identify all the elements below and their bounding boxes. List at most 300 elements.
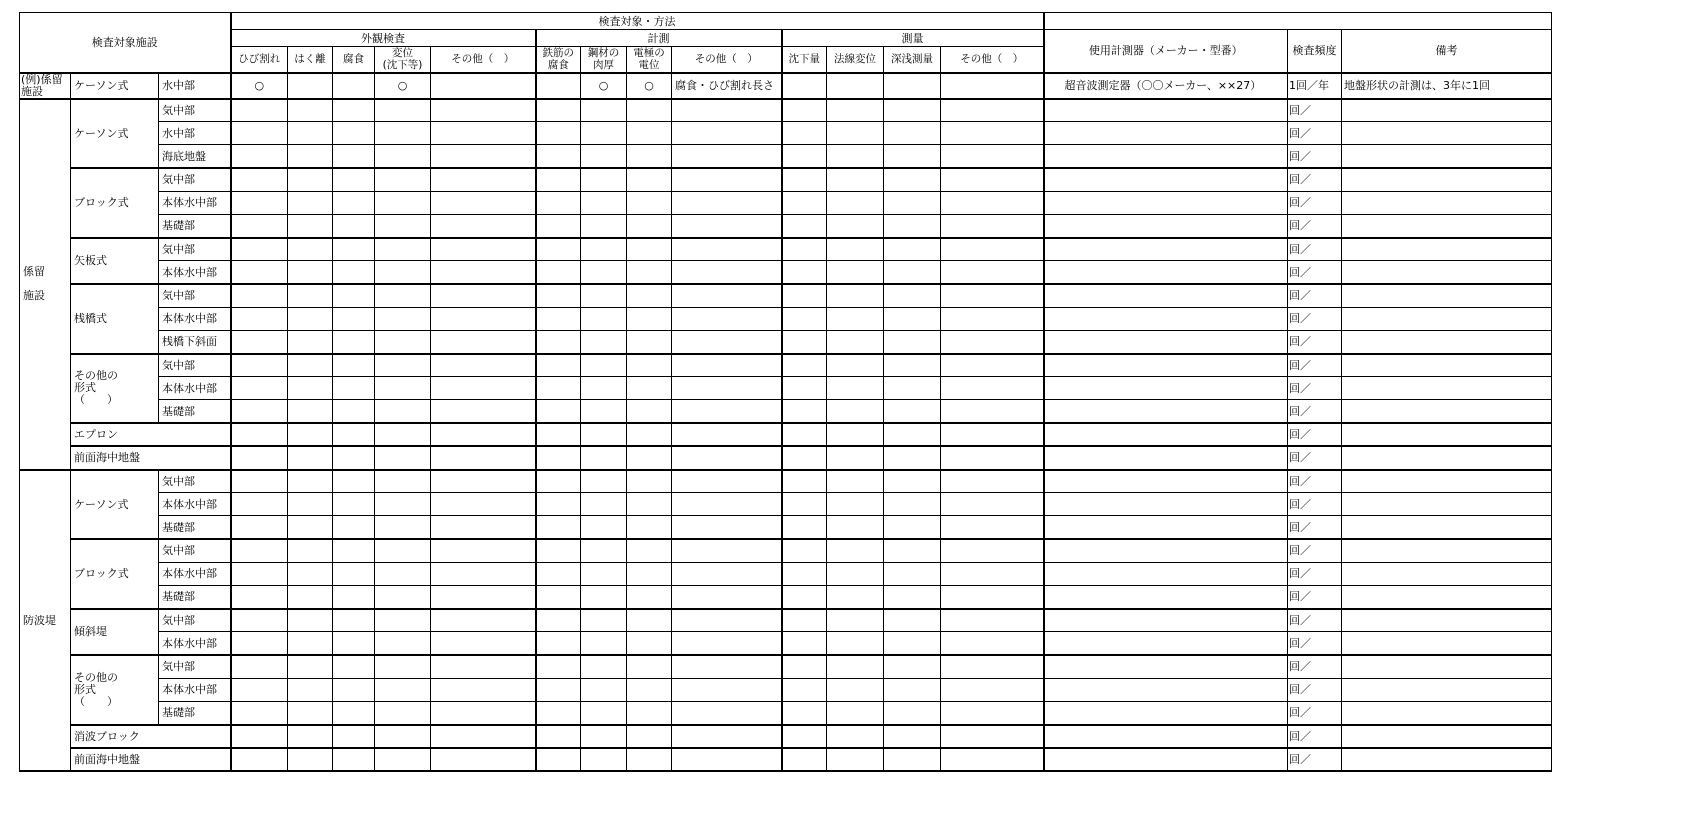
remarks-cell[interactable] bbox=[1342, 539, 1552, 562]
data-cell[interactable] bbox=[431, 562, 536, 585]
data-cell[interactable] bbox=[581, 307, 627, 330]
remarks-cell[interactable] bbox=[1342, 214, 1552, 237]
data-cell[interactable] bbox=[536, 122, 581, 145]
data-cell[interactable] bbox=[827, 238, 884, 261]
data-cell[interactable] bbox=[431, 585, 536, 608]
frequency-cell[interactable]: 回／ bbox=[1288, 307, 1342, 330]
data-cell[interactable] bbox=[333, 377, 375, 400]
data-cell[interactable] bbox=[431, 493, 536, 516]
data-cell[interactable] bbox=[581, 423, 627, 446]
instrument-cell[interactable] bbox=[1044, 470, 1288, 493]
frequency-cell[interactable]: 回／ bbox=[1288, 238, 1342, 261]
data-cell[interactable] bbox=[536, 609, 581, 632]
data-cell[interactable] bbox=[431, 678, 536, 701]
instrument-cell[interactable] bbox=[1044, 725, 1288, 748]
frequency-cell[interactable]: 回／ bbox=[1288, 539, 1342, 562]
data-cell[interactable] bbox=[941, 516, 1044, 539]
data-cell[interactable] bbox=[333, 585, 375, 608]
data-cell[interactable] bbox=[333, 516, 375, 539]
data-cell[interactable] bbox=[231, 168, 288, 191]
data-cell[interactable] bbox=[672, 191, 782, 214]
data-cell[interactable] bbox=[627, 423, 672, 446]
data-cell[interactable] bbox=[333, 122, 375, 145]
data-cell[interactable] bbox=[627, 585, 672, 608]
data-cell[interactable] bbox=[627, 655, 672, 678]
data-cell[interactable] bbox=[827, 493, 884, 516]
data-cell[interactable] bbox=[627, 632, 672, 655]
data-cell[interactable] bbox=[431, 99, 536, 122]
data-cell[interactable] bbox=[375, 145, 431, 168]
data-cell[interactable] bbox=[536, 214, 581, 237]
frequency-cell[interactable]: 回／ bbox=[1288, 701, 1342, 724]
data-cell[interactable] bbox=[884, 354, 941, 377]
data-cell[interactable] bbox=[627, 377, 672, 400]
data-cell[interactable] bbox=[941, 562, 1044, 585]
data-cell[interactable] bbox=[782, 725, 827, 748]
data-cell[interactable] bbox=[288, 191, 333, 214]
data-cell[interactable] bbox=[581, 655, 627, 678]
data-cell[interactable] bbox=[782, 562, 827, 585]
data-cell[interactable] bbox=[536, 377, 581, 400]
remarks-cell[interactable] bbox=[1342, 354, 1552, 377]
data-cell[interactable] bbox=[884, 632, 941, 655]
data-cell[interactable] bbox=[627, 678, 672, 701]
frequency-cell[interactable]: 回／ bbox=[1288, 493, 1342, 516]
example-cell[interactable] bbox=[941, 73, 1044, 99]
instrument-cell[interactable] bbox=[1044, 377, 1288, 400]
frequency-cell[interactable]: 回／ bbox=[1288, 284, 1342, 307]
data-cell[interactable] bbox=[231, 307, 288, 330]
data-cell[interactable] bbox=[827, 168, 884, 191]
data-cell[interactable] bbox=[884, 655, 941, 678]
data-cell[interactable] bbox=[884, 748, 941, 771]
data-cell[interactable] bbox=[672, 609, 782, 632]
data-cell[interactable] bbox=[827, 470, 884, 493]
instrument-cell[interactable] bbox=[1044, 562, 1288, 585]
data-cell[interactable] bbox=[941, 168, 1044, 191]
data-cell[interactable] bbox=[333, 145, 375, 168]
data-cell[interactable] bbox=[672, 655, 782, 678]
data-cell[interactable] bbox=[375, 191, 431, 214]
data-cell[interactable] bbox=[536, 400, 581, 423]
data-cell[interactable] bbox=[672, 145, 782, 168]
data-cell[interactable] bbox=[536, 330, 581, 353]
frequency-cell[interactable]: 回／ bbox=[1288, 191, 1342, 214]
data-cell[interactable] bbox=[581, 539, 627, 562]
data-cell[interactable] bbox=[884, 122, 941, 145]
instrument-cell[interactable] bbox=[1044, 122, 1288, 145]
data-cell[interactable] bbox=[884, 678, 941, 701]
data-cell[interactable] bbox=[288, 470, 333, 493]
data-cell[interactable] bbox=[288, 400, 333, 423]
data-cell[interactable] bbox=[231, 238, 288, 261]
data-cell[interactable] bbox=[375, 423, 431, 446]
data-cell[interactable] bbox=[627, 470, 672, 493]
data-cell[interactable] bbox=[536, 145, 581, 168]
data-cell[interactable] bbox=[333, 493, 375, 516]
data-cell[interactable] bbox=[333, 539, 375, 562]
data-cell[interactable] bbox=[231, 516, 288, 539]
data-cell[interactable] bbox=[431, 354, 536, 377]
data-cell[interactable] bbox=[827, 261, 884, 284]
data-cell[interactable] bbox=[431, 330, 536, 353]
data-cell[interactable] bbox=[627, 307, 672, 330]
instrument-cell[interactable] bbox=[1044, 539, 1288, 562]
frequency-cell[interactable]: 回／ bbox=[1288, 632, 1342, 655]
data-cell[interactable] bbox=[288, 516, 333, 539]
data-cell[interactable] bbox=[431, 539, 536, 562]
data-cell[interactable] bbox=[375, 609, 431, 632]
data-cell[interactable] bbox=[884, 191, 941, 214]
data-cell[interactable] bbox=[827, 609, 884, 632]
data-cell[interactable] bbox=[827, 655, 884, 678]
data-cell[interactable] bbox=[672, 330, 782, 353]
data-cell[interactable] bbox=[375, 470, 431, 493]
data-cell[interactable] bbox=[672, 748, 782, 771]
data-cell[interactable] bbox=[375, 330, 431, 353]
data-cell[interactable] bbox=[581, 470, 627, 493]
instrument-cell[interactable] bbox=[1044, 632, 1288, 655]
data-cell[interactable] bbox=[231, 400, 288, 423]
data-cell[interactable] bbox=[431, 423, 536, 446]
data-cell[interactable] bbox=[231, 585, 288, 608]
data-cell[interactable] bbox=[941, 238, 1044, 261]
data-cell[interactable] bbox=[536, 516, 581, 539]
data-cell[interactable] bbox=[431, 725, 536, 748]
data-cell[interactable] bbox=[231, 330, 288, 353]
data-cell[interactable] bbox=[884, 423, 941, 446]
remarks-cell[interactable] bbox=[1342, 632, 1552, 655]
data-cell[interactable] bbox=[884, 701, 941, 724]
remarks-cell[interactable] bbox=[1342, 678, 1552, 701]
data-cell[interactable] bbox=[333, 678, 375, 701]
data-cell[interactable] bbox=[231, 99, 288, 122]
instrument-cell[interactable] bbox=[1044, 701, 1288, 724]
data-cell[interactable] bbox=[672, 678, 782, 701]
data-cell[interactable] bbox=[884, 446, 941, 469]
data-cell[interactable] bbox=[536, 307, 581, 330]
example-cell[interactable] bbox=[782, 73, 827, 99]
data-cell[interactable] bbox=[581, 725, 627, 748]
remarks-cell[interactable] bbox=[1342, 284, 1552, 307]
data-cell[interactable] bbox=[333, 725, 375, 748]
frequency-cell[interactable]: 回／ bbox=[1288, 261, 1342, 284]
data-cell[interactable] bbox=[288, 423, 333, 446]
data-cell[interactable] bbox=[782, 168, 827, 191]
data-cell[interactable] bbox=[333, 168, 375, 191]
data-cell[interactable] bbox=[536, 446, 581, 469]
frequency-cell[interactable]: 回／ bbox=[1288, 99, 1342, 122]
remarks-cell[interactable] bbox=[1342, 516, 1552, 539]
instrument-cell[interactable] bbox=[1044, 493, 1288, 516]
data-cell[interactable] bbox=[782, 99, 827, 122]
data-cell[interactable] bbox=[431, 609, 536, 632]
data-cell[interactable] bbox=[884, 470, 941, 493]
data-cell[interactable] bbox=[288, 168, 333, 191]
data-cell[interactable] bbox=[884, 562, 941, 585]
data-cell[interactable] bbox=[941, 609, 1044, 632]
data-cell[interactable] bbox=[581, 214, 627, 237]
data-cell[interactable] bbox=[782, 354, 827, 377]
data-cell[interactable] bbox=[941, 748, 1044, 771]
data-cell[interactable] bbox=[827, 214, 884, 237]
frequency-cell[interactable]: 回／ bbox=[1288, 377, 1342, 400]
data-cell[interactable] bbox=[375, 493, 431, 516]
remarks-cell[interactable] bbox=[1342, 145, 1552, 168]
data-cell[interactable] bbox=[581, 168, 627, 191]
remarks-cell[interactable] bbox=[1342, 470, 1552, 493]
data-cell[interactable] bbox=[536, 354, 581, 377]
data-cell[interactable] bbox=[375, 748, 431, 771]
data-cell[interactable] bbox=[581, 632, 627, 655]
data-cell[interactable] bbox=[782, 307, 827, 330]
data-cell[interactable] bbox=[375, 99, 431, 122]
data-cell[interactable] bbox=[941, 470, 1044, 493]
data-cell[interactable] bbox=[333, 609, 375, 632]
data-cell[interactable] bbox=[581, 678, 627, 701]
data-cell[interactable] bbox=[827, 400, 884, 423]
data-cell[interactable] bbox=[536, 168, 581, 191]
data-cell[interactable] bbox=[827, 748, 884, 771]
data-cell[interactable] bbox=[672, 423, 782, 446]
data-cell[interactable] bbox=[333, 655, 375, 678]
data-cell[interactable] bbox=[231, 701, 288, 724]
data-cell[interactable] bbox=[231, 655, 288, 678]
data-cell[interactable] bbox=[536, 725, 581, 748]
data-cell[interactable] bbox=[536, 701, 581, 724]
data-cell[interactable] bbox=[782, 122, 827, 145]
data-cell[interactable] bbox=[375, 400, 431, 423]
data-cell[interactable] bbox=[581, 145, 627, 168]
example-steel-mark[interactable]: ○ bbox=[581, 73, 627, 99]
data-cell[interactable] bbox=[288, 562, 333, 585]
data-cell[interactable] bbox=[288, 145, 333, 168]
data-cell[interactable] bbox=[827, 539, 884, 562]
data-cell[interactable] bbox=[375, 284, 431, 307]
data-cell[interactable] bbox=[288, 307, 333, 330]
data-cell[interactable] bbox=[581, 562, 627, 585]
data-cell[interactable] bbox=[782, 238, 827, 261]
data-cell[interactable] bbox=[431, 307, 536, 330]
instrument-cell[interactable] bbox=[1044, 191, 1288, 214]
frequency-cell[interactable]: 回／ bbox=[1288, 423, 1342, 446]
data-cell[interactable] bbox=[827, 562, 884, 585]
data-cell[interactable] bbox=[827, 632, 884, 655]
frequency-cell[interactable]: 回／ bbox=[1288, 145, 1342, 168]
data-cell[interactable] bbox=[627, 122, 672, 145]
example-cell[interactable] bbox=[536, 73, 581, 99]
data-cell[interactable] bbox=[581, 238, 627, 261]
data-cell[interactable] bbox=[431, 122, 536, 145]
data-cell[interactable] bbox=[431, 377, 536, 400]
data-cell[interactable] bbox=[627, 330, 672, 353]
data-cell[interactable] bbox=[827, 99, 884, 122]
frequency-cell[interactable]: 回／ bbox=[1288, 609, 1342, 632]
data-cell[interactable] bbox=[288, 377, 333, 400]
data-cell[interactable] bbox=[884, 539, 941, 562]
remarks-cell[interactable] bbox=[1342, 238, 1552, 261]
data-cell[interactable] bbox=[581, 377, 627, 400]
data-cell[interactable] bbox=[627, 99, 672, 122]
example-cell[interactable] bbox=[333, 73, 375, 99]
data-cell[interactable] bbox=[827, 701, 884, 724]
data-cell[interactable] bbox=[627, 748, 672, 771]
data-cell[interactable] bbox=[782, 493, 827, 516]
data-cell[interactable] bbox=[536, 284, 581, 307]
data-cell[interactable] bbox=[581, 122, 627, 145]
example-cell[interactable] bbox=[827, 73, 884, 99]
instrument-cell[interactable] bbox=[1044, 214, 1288, 237]
data-cell[interactable] bbox=[536, 470, 581, 493]
data-cell[interactable] bbox=[288, 632, 333, 655]
data-cell[interactable] bbox=[627, 191, 672, 214]
data-cell[interactable] bbox=[231, 562, 288, 585]
frequency-cell[interactable]: 回／ bbox=[1288, 400, 1342, 423]
data-cell[interactable] bbox=[627, 609, 672, 632]
data-cell[interactable] bbox=[581, 493, 627, 516]
example-frequency[interactable]: 1回／年 bbox=[1288, 73, 1342, 99]
data-cell[interactable] bbox=[536, 238, 581, 261]
data-cell[interactable] bbox=[288, 678, 333, 701]
data-cell[interactable] bbox=[782, 423, 827, 446]
data-cell[interactable] bbox=[536, 655, 581, 678]
data-cell[interactable] bbox=[431, 168, 536, 191]
data-cell[interactable] bbox=[884, 307, 941, 330]
example-crack-mark[interactable]: ○ bbox=[231, 73, 288, 99]
example-electrode-mark[interactable]: ○ bbox=[627, 73, 672, 99]
data-cell[interactable] bbox=[333, 470, 375, 493]
data-cell[interactable] bbox=[782, 284, 827, 307]
example-instrument[interactable]: 超音波測定器（〇〇メーカー、××27） bbox=[1044, 73, 1288, 99]
instrument-cell[interactable] bbox=[1044, 585, 1288, 608]
data-cell[interactable] bbox=[581, 585, 627, 608]
data-cell[interactable] bbox=[288, 701, 333, 724]
data-cell[interactable] bbox=[231, 725, 288, 748]
remarks-cell[interactable] bbox=[1342, 446, 1552, 469]
data-cell[interactable] bbox=[827, 307, 884, 330]
data-cell[interactable] bbox=[288, 446, 333, 469]
data-cell[interactable] bbox=[884, 145, 941, 168]
data-cell[interactable] bbox=[884, 214, 941, 237]
data-cell[interactable] bbox=[672, 446, 782, 469]
data-cell[interactable] bbox=[375, 168, 431, 191]
frequency-cell[interactable]: 回／ bbox=[1288, 678, 1342, 701]
data-cell[interactable] bbox=[941, 214, 1044, 237]
data-cell[interactable] bbox=[941, 354, 1044, 377]
data-cell[interactable] bbox=[627, 446, 672, 469]
data-cell[interactable] bbox=[231, 214, 288, 237]
data-cell[interactable] bbox=[672, 562, 782, 585]
data-cell[interactable] bbox=[782, 261, 827, 284]
data-cell[interactable] bbox=[884, 377, 941, 400]
data-cell[interactable] bbox=[536, 261, 581, 284]
data-cell[interactable] bbox=[672, 400, 782, 423]
data-cell[interactable] bbox=[231, 122, 288, 145]
data-cell[interactable] bbox=[672, 470, 782, 493]
data-cell[interactable] bbox=[375, 122, 431, 145]
data-cell[interactable] bbox=[827, 191, 884, 214]
remarks-cell[interactable] bbox=[1342, 168, 1552, 191]
data-cell[interactable] bbox=[782, 145, 827, 168]
data-cell[interactable] bbox=[672, 539, 782, 562]
data-cell[interactable] bbox=[231, 678, 288, 701]
remarks-cell[interactable] bbox=[1342, 191, 1552, 214]
data-cell[interactable] bbox=[431, 632, 536, 655]
example-displacement-mark[interactable]: ○ bbox=[375, 73, 431, 99]
instrument-cell[interactable] bbox=[1044, 238, 1288, 261]
instrument-cell[interactable] bbox=[1044, 330, 1288, 353]
data-cell[interactable] bbox=[884, 609, 941, 632]
data-cell[interactable] bbox=[827, 377, 884, 400]
data-cell[interactable] bbox=[941, 725, 1044, 748]
data-cell[interactable] bbox=[288, 354, 333, 377]
instrument-cell[interactable] bbox=[1044, 261, 1288, 284]
data-cell[interactable] bbox=[333, 701, 375, 724]
data-cell[interactable] bbox=[333, 400, 375, 423]
data-cell[interactable] bbox=[231, 470, 288, 493]
data-cell[interactable] bbox=[375, 632, 431, 655]
data-cell[interactable] bbox=[672, 632, 782, 655]
data-cell[interactable] bbox=[941, 307, 1044, 330]
data-cell[interactable] bbox=[288, 214, 333, 237]
frequency-cell[interactable]: 回／ bbox=[1288, 725, 1342, 748]
data-cell[interactable] bbox=[431, 400, 536, 423]
data-cell[interactable] bbox=[431, 701, 536, 724]
data-cell[interactable] bbox=[375, 261, 431, 284]
data-cell[interactable] bbox=[536, 585, 581, 608]
data-cell[interactable] bbox=[672, 214, 782, 237]
data-cell[interactable] bbox=[782, 191, 827, 214]
data-cell[interactable] bbox=[375, 701, 431, 724]
data-cell[interactable] bbox=[941, 284, 1044, 307]
data-cell[interactable] bbox=[782, 330, 827, 353]
data-cell[interactable] bbox=[581, 446, 627, 469]
data-cell[interactable] bbox=[827, 725, 884, 748]
data-cell[interactable] bbox=[782, 377, 827, 400]
data-cell[interactable] bbox=[231, 609, 288, 632]
data-cell[interactable] bbox=[333, 191, 375, 214]
data-cell[interactable] bbox=[333, 284, 375, 307]
data-cell[interactable] bbox=[884, 261, 941, 284]
data-cell[interactable] bbox=[782, 655, 827, 678]
remarks-cell[interactable] bbox=[1342, 99, 1552, 122]
frequency-cell[interactable]: 回／ bbox=[1288, 168, 1342, 191]
data-cell[interactable] bbox=[941, 99, 1044, 122]
data-cell[interactable] bbox=[827, 284, 884, 307]
data-cell[interactable] bbox=[431, 145, 536, 168]
data-cell[interactable] bbox=[627, 354, 672, 377]
data-cell[interactable] bbox=[884, 330, 941, 353]
data-cell[interactable] bbox=[375, 214, 431, 237]
data-cell[interactable] bbox=[782, 214, 827, 237]
data-cell[interactable] bbox=[288, 655, 333, 678]
data-cell[interactable] bbox=[672, 284, 782, 307]
data-cell[interactable] bbox=[581, 191, 627, 214]
remarks-cell[interactable] bbox=[1342, 725, 1552, 748]
data-cell[interactable] bbox=[333, 562, 375, 585]
data-cell[interactable] bbox=[627, 168, 672, 191]
remarks-cell[interactable] bbox=[1342, 261, 1552, 284]
instrument-cell[interactable] bbox=[1044, 284, 1288, 307]
data-cell[interactable] bbox=[333, 748, 375, 771]
data-cell[interactable] bbox=[288, 238, 333, 261]
data-cell[interactable] bbox=[782, 748, 827, 771]
instrument-cell[interactable] bbox=[1044, 99, 1288, 122]
data-cell[interactable] bbox=[333, 632, 375, 655]
instrument-cell[interactable] bbox=[1044, 609, 1288, 632]
remarks-cell[interactable] bbox=[1342, 609, 1552, 632]
example-cell[interactable] bbox=[288, 73, 333, 99]
